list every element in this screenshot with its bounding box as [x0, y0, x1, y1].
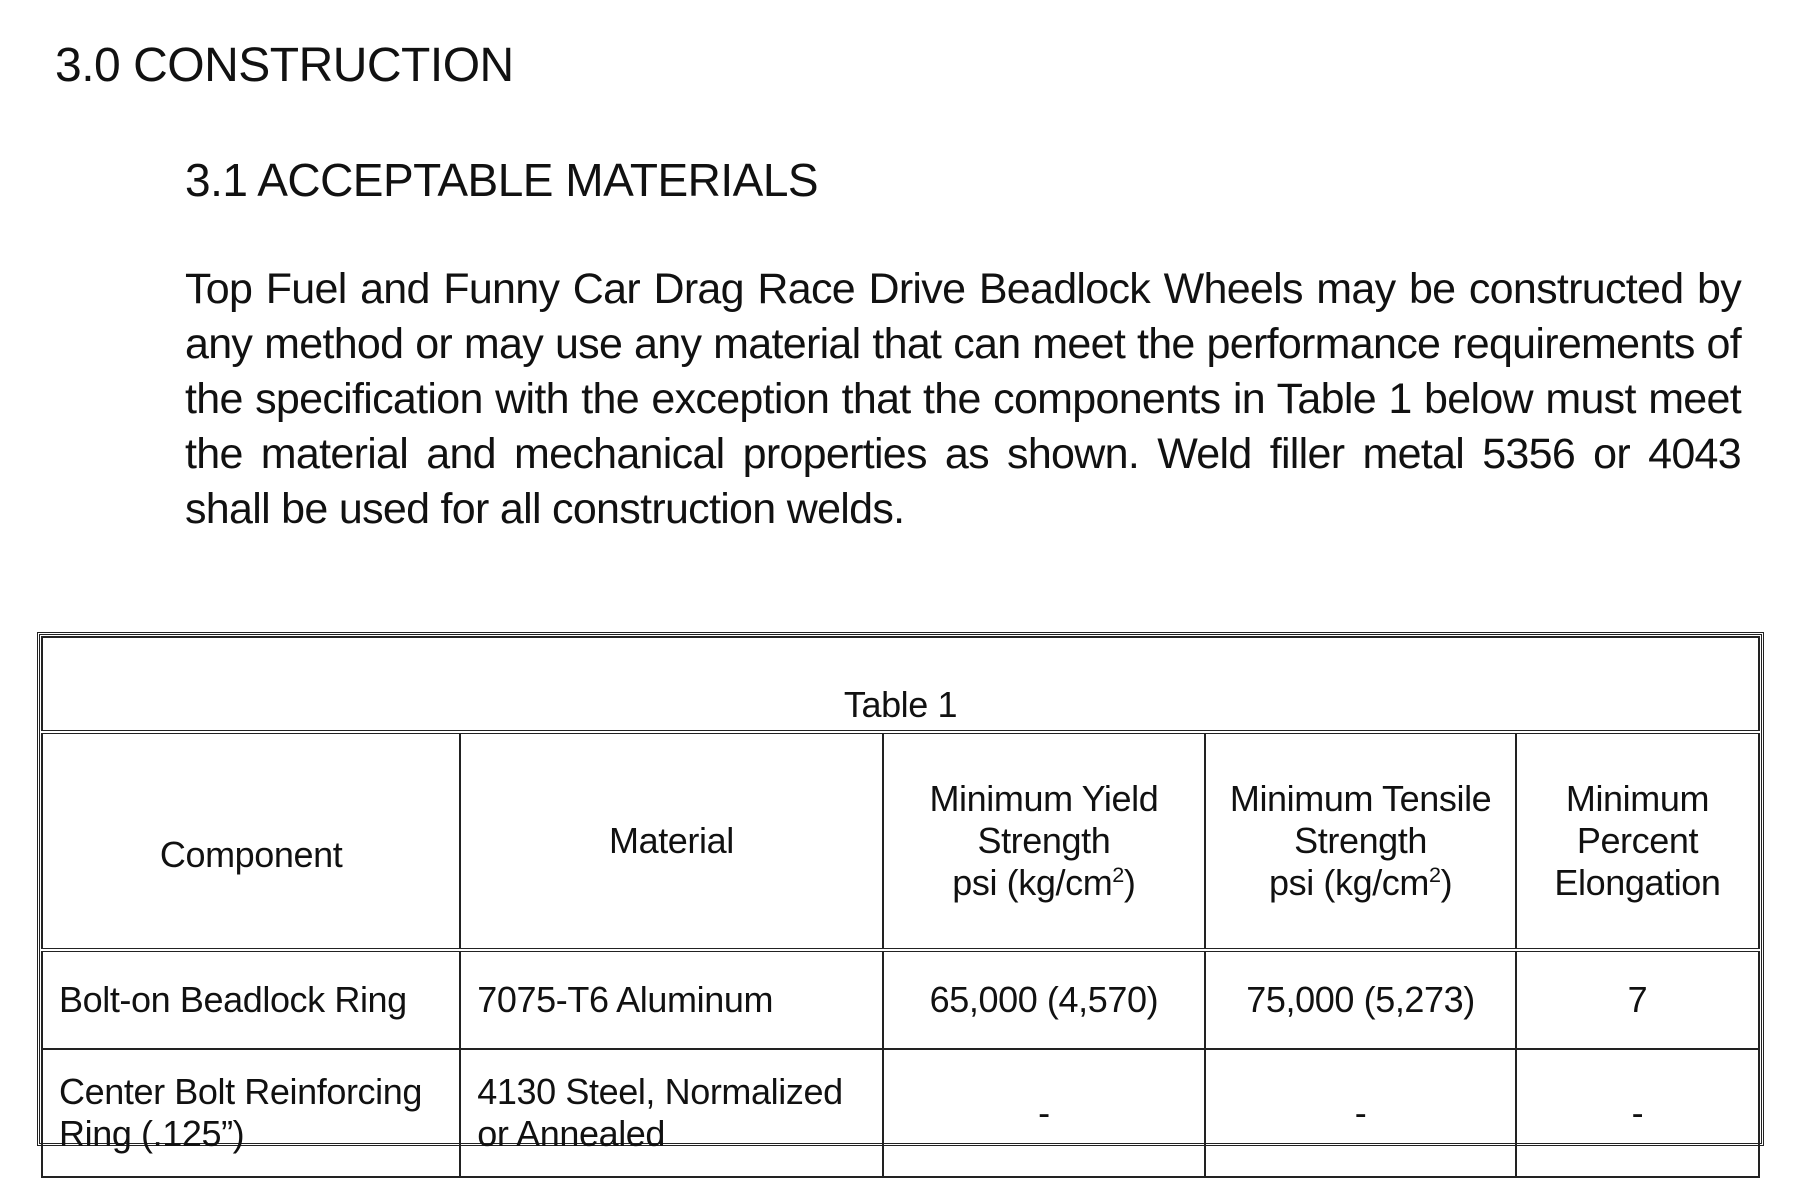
cell-component — [42, 1049, 460, 1177]
section-heading: 3.0 CONSTRUCTION — [55, 39, 514, 92]
cell-yield: - — [883, 1049, 1206, 1177]
header-yield-line1: Minimum Yield — [929, 778, 1159, 819]
cell-material: 7075-T6 Aluminum — [460, 950, 882, 1049]
header-yield-unit-suffix: ) — [1123, 862, 1136, 903]
materials-paragraph: Top Fuel and Funny Car Drag Race Drive Beadlock Wheels may be constructed by any method or may use any material that can meet the performance requirements of the specification with the exception that the components in Table 1 below must meet the material and mechanical properties as shown. Weld filler metal 5356 or 4043 shall be used for all construction welds. — [185, 265, 1741, 533]
header-tensile-line1: Minimum Tensile — [1229, 778, 1492, 819]
cell-material-line2: or Annealed — [477, 1113, 666, 1154]
table-row — [42, 1049, 1759, 1177]
table-header-row — [42, 732, 1759, 950]
header-tensile-unit — [1222, 862, 1499, 904]
cell-tensile: - — [1205, 1049, 1516, 1177]
header-elongation-line3: Elongation — [1554, 862, 1721, 903]
cell-elongation: - — [1516, 1049, 1759, 1177]
table-row — [42, 950, 1759, 1049]
header-elongation-line1: Minimum — [1565, 778, 1710, 819]
table-caption-row — [42, 637, 1759, 732]
header-elongation-line2: Percent — [1576, 820, 1699, 861]
header-yield-line2: Strength — [977, 820, 1111, 861]
cell-tensile: 75,000 (5,273) — [1205, 950, 1516, 1049]
cell-component-line1: Center Bolt Reinforcing — [59, 1071, 422, 1112]
header-tensile-unit-prefix: psi (kg/cm — [1268, 862, 1429, 903]
header-tensile-strength — [1205, 732, 1516, 950]
header-yield-unit-exp: 2 — [1112, 862, 1124, 887]
header-material: Material — [460, 732, 882, 950]
subsection-heading: 3.1 ACCEPTABLE MATERIALS — [185, 154, 819, 206]
cell-component-line2: Ring (.125”) — [59, 1113, 245, 1154]
header-yield-strength — [883, 732, 1206, 950]
materials-table — [41, 636, 1760, 1178]
cell-yield: 65,000 (4,570) — [883, 950, 1206, 1049]
cell-material-line1: 4130 Steel, Normalized — [477, 1071, 843, 1112]
cell-component: Bolt-on Beadlock Ring — [42, 950, 460, 1049]
header-component: Component — [42, 732, 460, 950]
table-caption: Table 1 — [42, 637, 1759, 732]
header-tensile-line2: Strength — [1294, 820, 1428, 861]
header-tensile-unit-suffix: ) — [1440, 862, 1453, 903]
header-yield-unit — [900, 862, 1189, 904]
header-tensile-unit-exp: 2 — [1429, 862, 1441, 887]
cell-elongation: 7 — [1516, 950, 1759, 1049]
header-yield-unit-prefix: psi (kg/cm — [952, 862, 1113, 903]
header-elongation — [1516, 732, 1759, 950]
materials-table-frame — [37, 632, 1764, 1154]
cell-material — [460, 1049, 882, 1177]
